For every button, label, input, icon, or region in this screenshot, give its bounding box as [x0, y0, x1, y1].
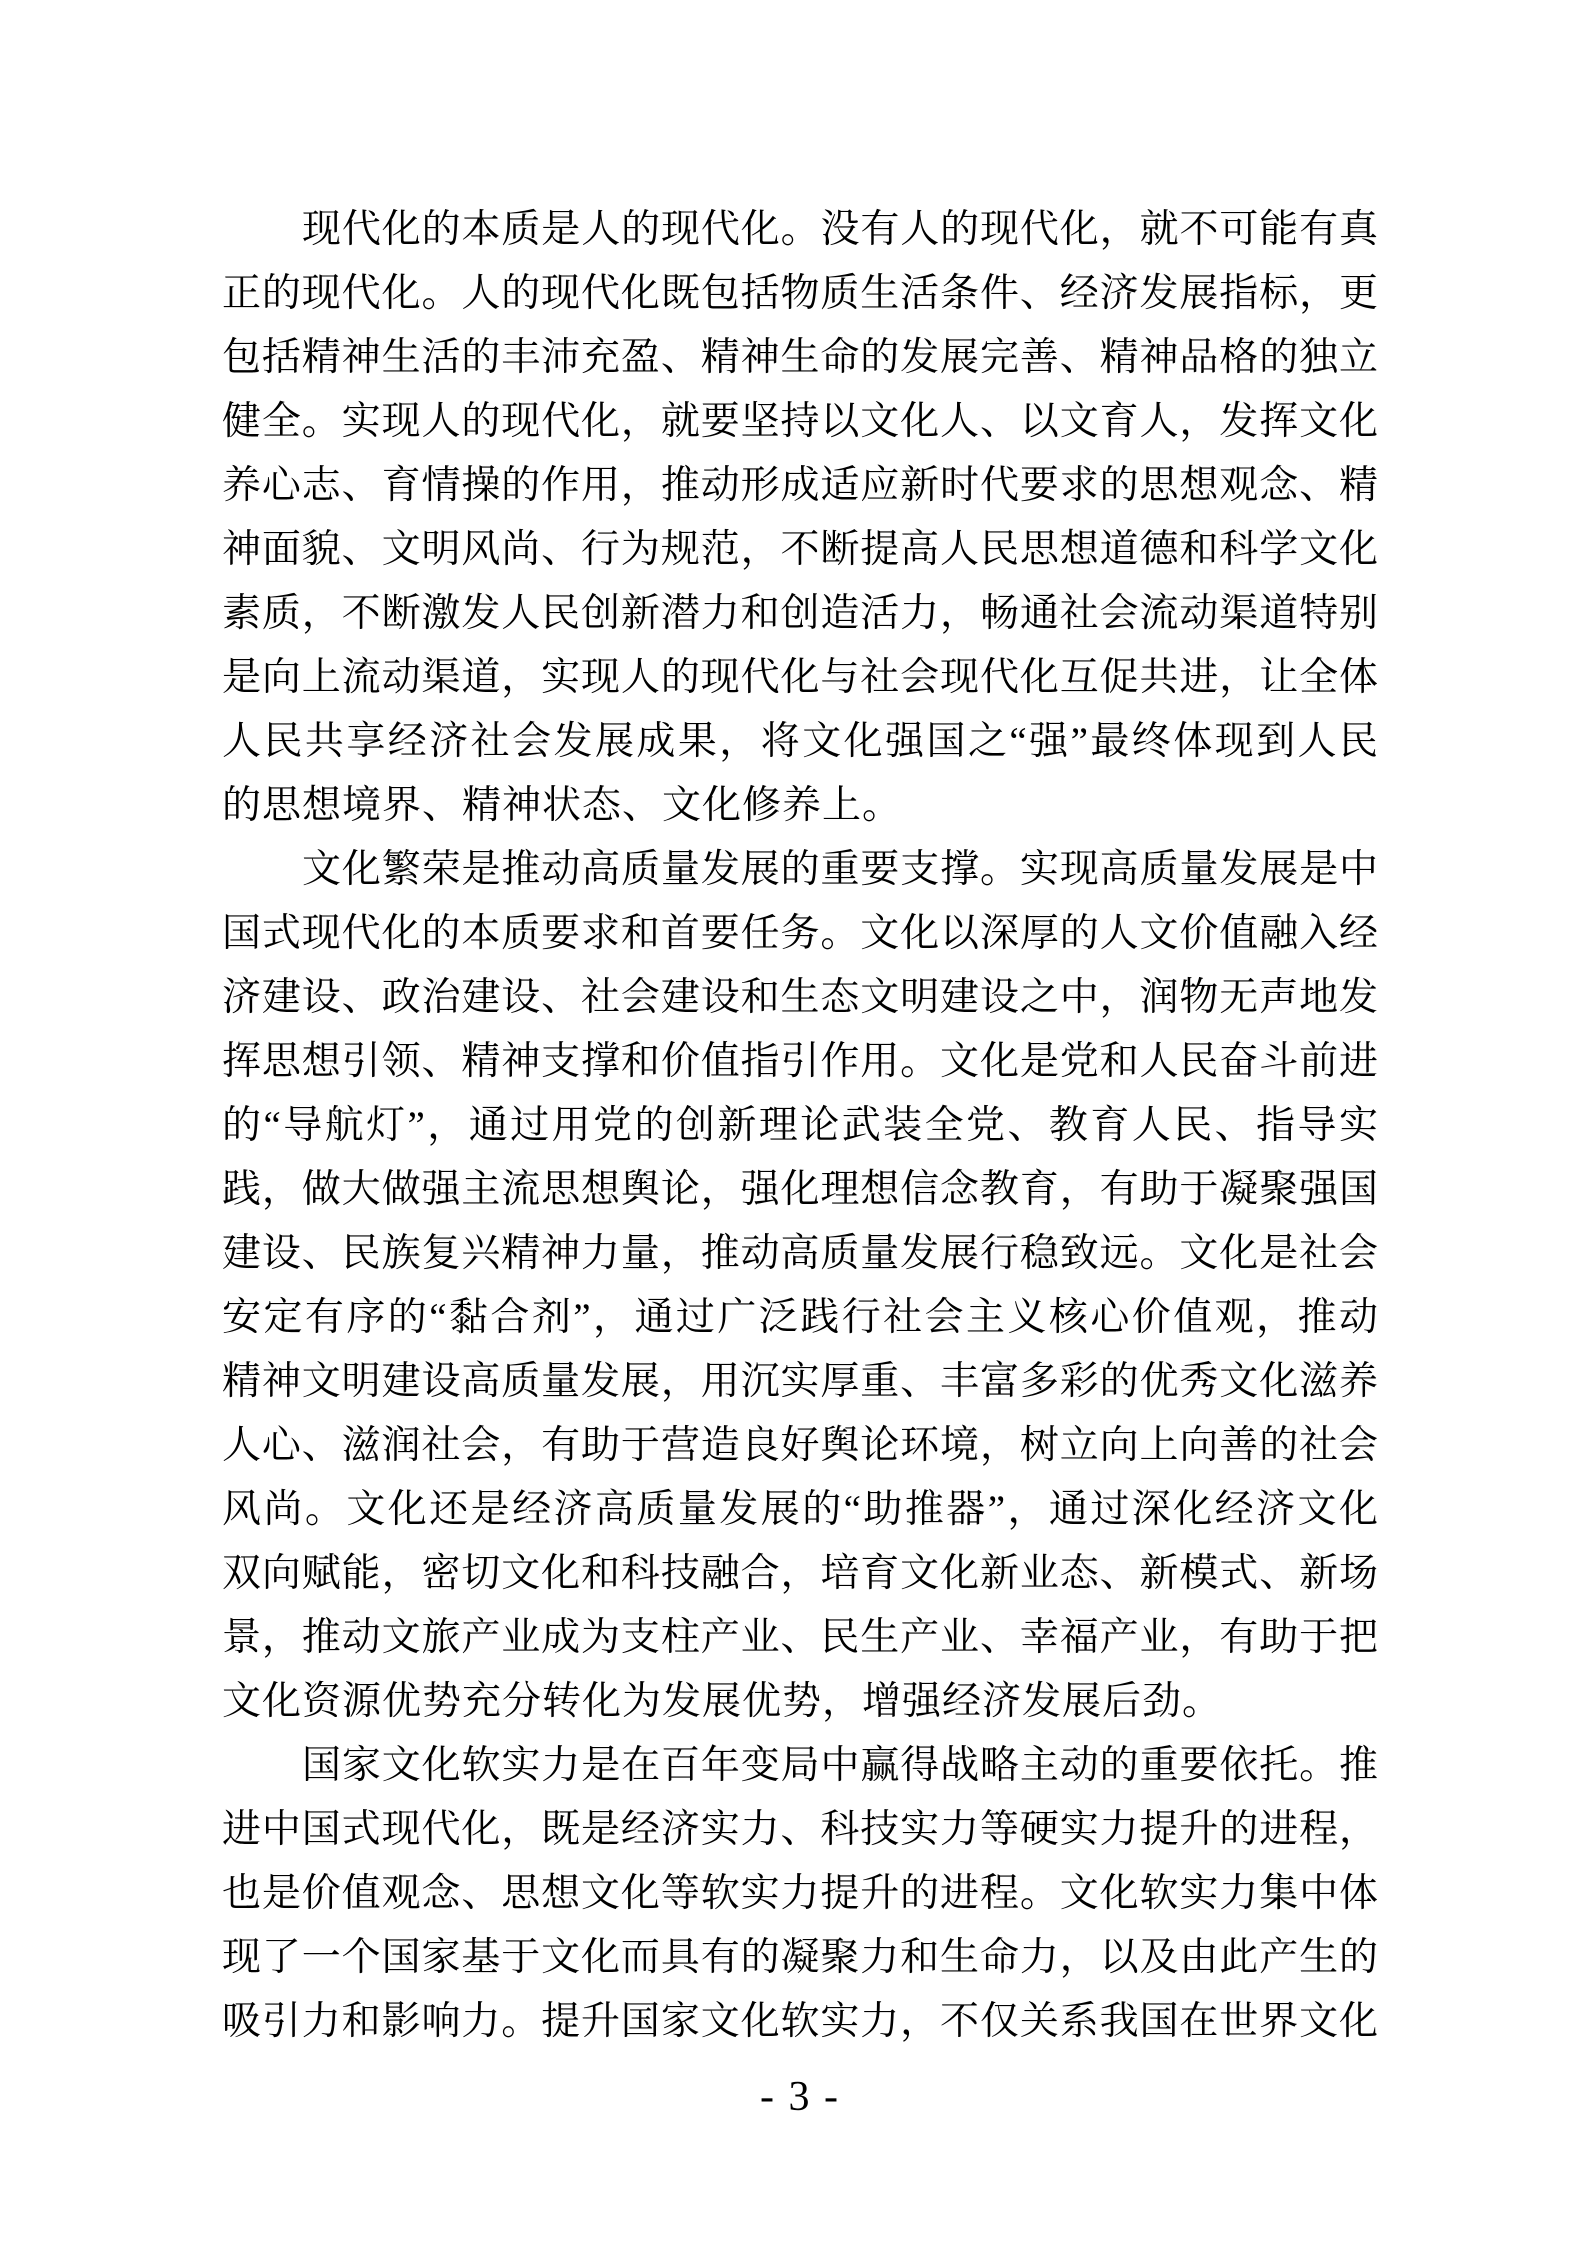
text-line: 包括精神生活的丰沛充盈、精神生命的发展完善、精神品格的独立 [222, 336, 1378, 379]
paragraph-2 [222, 838, 1378, 1734]
text-line: 景，推动文旅产业成为支柱产业、民生产业、幸福产业，有助于把 [222, 1616, 1378, 1659]
text-line: 养心志、育情操的作用，推动形成适应新时代要求的思想观念、精 [222, 464, 1378, 507]
text-line: 的思想境界、精神状态、文化修养上。 [222, 784, 903, 827]
text-line: 人民共享经济社会发展成果，将文化强国之“强”最终体现到人民 [222, 720, 1378, 763]
text-line: 进中国式现代化，既是经济实力、科技实力等硬实力提升的进程， [222, 1808, 1378, 1851]
text-line: 神面貌、文明风尚、行为规范，不断提高人民思想道德和科学文化 [222, 528, 1378, 571]
text-line: 文化繁荣是推动高质量发展的重要支撑。实现高质量发展是中 [302, 848, 1378, 891]
text-line: 健全。实现人的现代化，就要坚持以文化人、以文育人，发挥文化 [222, 400, 1378, 443]
text-line: 建设、民族复兴精神力量，推动高质量发展行稳致远。文化是社会 [222, 1232, 1378, 1275]
text-line: 风尚。文化还是经济高质量发展的“助推器”，通过深化经济文化 [222, 1488, 1378, 1531]
text-line: 正的现代化。人的现代化既包括物质生活条件、经济发展指标，更 [222, 272, 1378, 315]
text-line: 的“导航灯”，通过用党的创新理论武装全党、教育人民、指导实 [222, 1104, 1378, 1147]
text-line: 安定有序的“黏合剂”，通过广泛践行社会主义核心价值观，推动 [222, 1296, 1378, 1339]
text-line: 人心、滋润社会，有助于营造良好舆论环境，树立向上向善的社会 [222, 1424, 1378, 1467]
page-number: - 3 - [760, 2074, 840, 2120]
text-line: 是向上流动渠道，实现人的现代化与社会现代化互促共进，让全体 [222, 656, 1378, 699]
text-line: 挥思想引领、精神支撑和价值指引作用。文化是党和人民奋斗前进 [222, 1040, 1378, 1083]
text-line: 素质，不断激发人民创新潜力和创造活力，畅通社会流动渠道特别 [222, 592, 1378, 635]
text-line: 文化资源优势充分转化为发展优势，增强经济发展后劲。 [222, 1680, 1223, 1723]
text-line: 双向赋能，密切文化和科技融合，培育文化新业态、新模式、新场 [222, 1552, 1378, 1595]
paragraph-1 [222, 198, 1378, 838]
text-line: 济建设、政治建设、社会建设和生态文明建设之中，润物无声地发 [222, 976, 1378, 1019]
text-line: 精神文明建设高质量发展，用沉实厚重、丰富多彩的优秀文化滋养 [222, 1360, 1378, 1403]
document-body [222, 198, 1378, 2054]
text-line: 也是价值观念、思想文化等软实力提升的进程。文化软实力集中体 [222, 1872, 1378, 1915]
paragraph-3 [222, 1734, 1378, 2054]
text-line: 现代化的本质是人的现代化。没有人的现代化，就不可能有真 [302, 208, 1378, 251]
text-line: 践，做大做强主流思想舆论，强化理想信念教育，有助于凝聚强国 [222, 1168, 1378, 1211]
text-line: 吸引力和影响力。提升国家文化软实力，不仅关系我国在世界文化 [222, 2000, 1378, 2043]
text-line: 国家文化软实力是在百年变局中赢得战略主动的重要依托。推 [302, 1744, 1378, 1787]
text-line: 现了一个国家基于文化而具有的凝聚力和生命力，以及由此产生的 [222, 1936, 1378, 1979]
text-line: 国式现代化的本质要求和首要任务。文化以深厚的人文价值融入经 [222, 912, 1378, 955]
